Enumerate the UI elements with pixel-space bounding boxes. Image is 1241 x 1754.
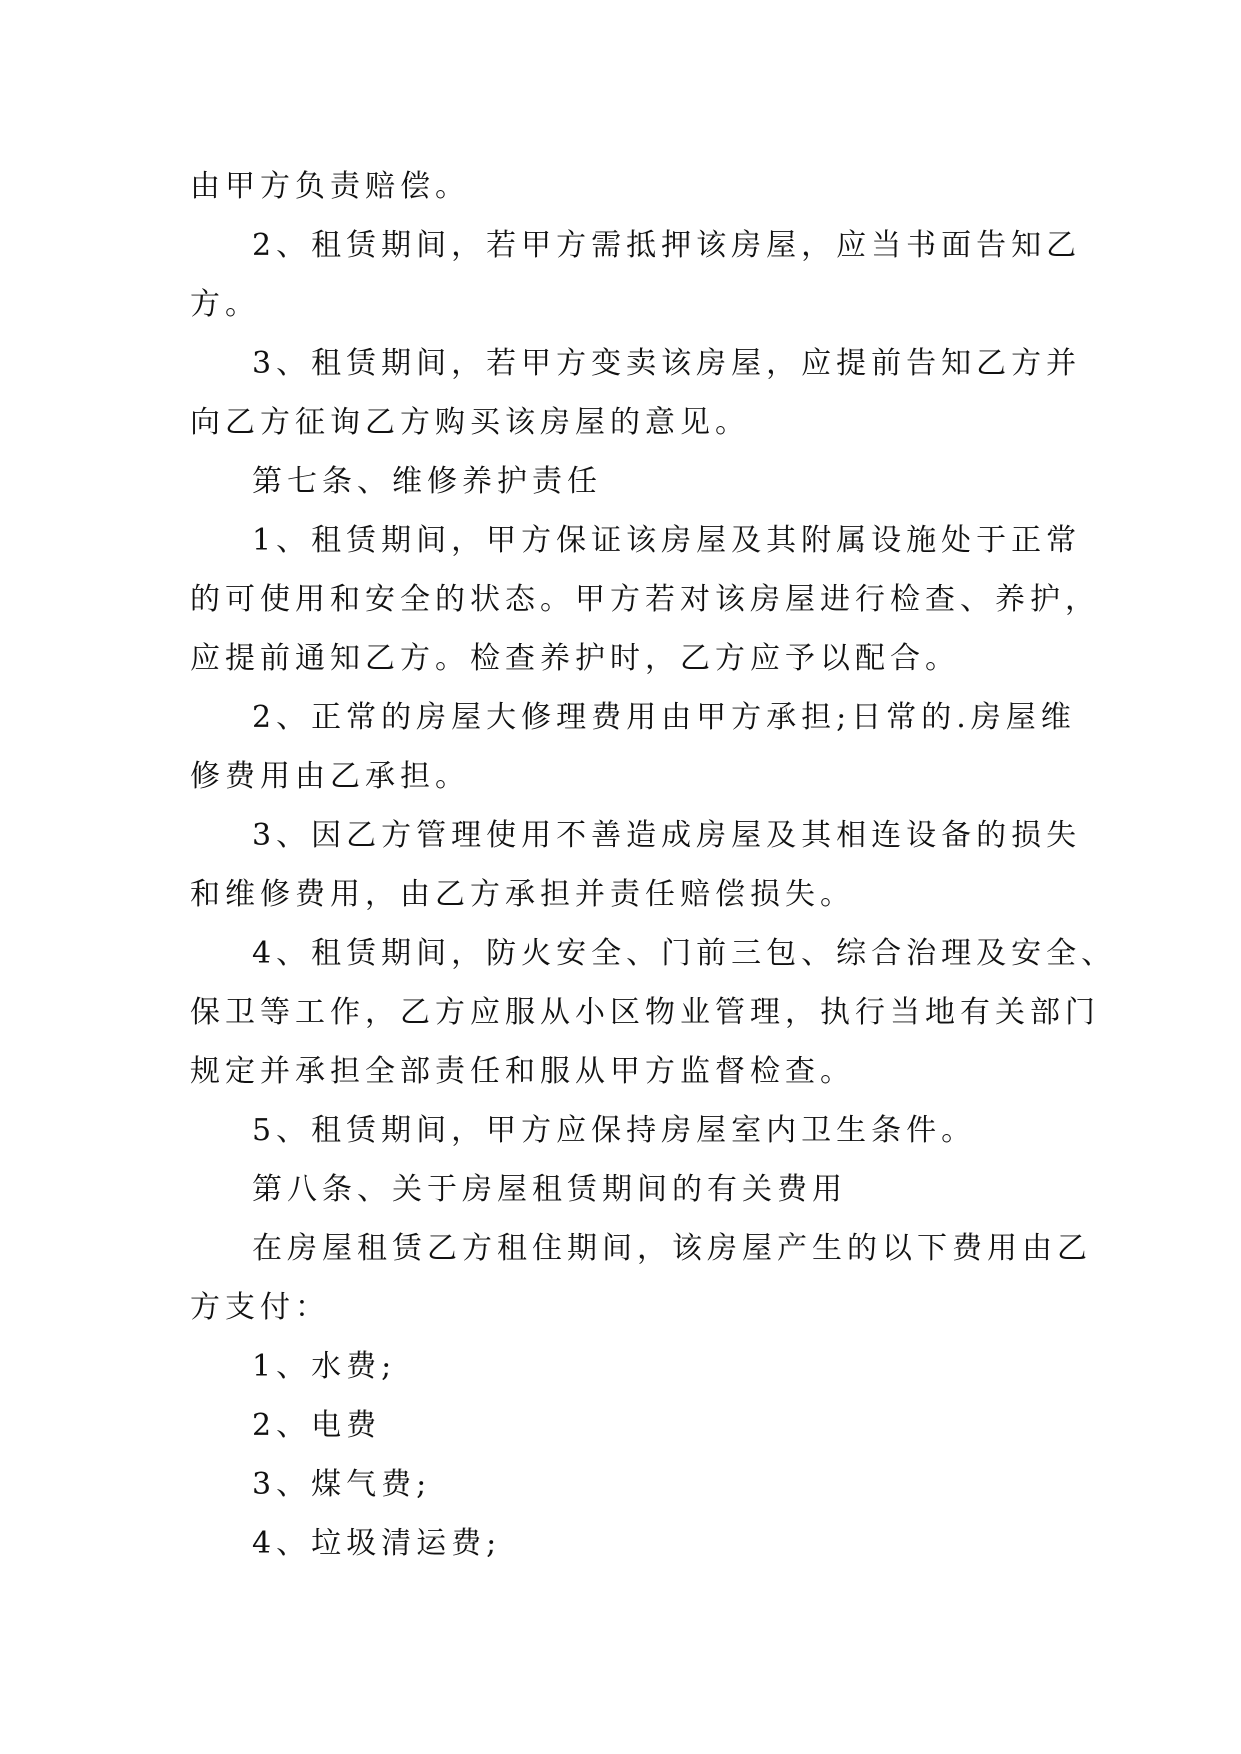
paragraph-line: 4、租赁期间，防火安全、门前三包、综合治理及安全、 — [252, 936, 1117, 971]
paragraph-line: 在房屋租赁乙方租住期间，该房屋产生的以下费用由乙 — [252, 1231, 1092, 1266]
paragraph-line: 2、租赁期间，若甲方需抵押该房屋，应当书面告知乙 — [252, 228, 1082, 263]
list-item: 3、煤气费; — [252, 1467, 432, 1502]
list-item: 1、水费; — [252, 1349, 397, 1384]
list-item: 4、垃圾清运费; — [252, 1526, 502, 1561]
paragraph-line: 修费用由乙承担。 — [190, 759, 470, 794]
paragraph-line: 的可使用和安全的状态。甲方若对该房屋进行检查、养护， — [190, 582, 1100, 617]
paragraph-line: 规定并承担全部责任和服从甲方监督检查。 — [190, 1054, 855, 1089]
paragraph-line: 3、租赁期间，若甲方变卖该房屋，应提前告知乙方并 — [252, 346, 1082, 381]
paragraph-line: 2、正常的房屋大修理费用由甲方承担;日常的.房屋维 — [252, 700, 1076, 735]
list-item: 2、电费 — [252, 1408, 382, 1443]
paragraph-line: 5、租赁期间，甲方应保持房屋室内卫生条件。 — [252, 1113, 977, 1148]
paragraph-line: 向乙方征询乙方购买该房屋的意见。 — [190, 405, 750, 440]
paragraph-line: 由甲方负责赔偿。 — [190, 169, 470, 204]
paragraph-line: 方支付： — [190, 1290, 330, 1325]
section-heading: 第七条、维修养护责任 — [252, 464, 602, 499]
paragraph-line: 保卫等工作，乙方应服从小区物业管理，执行当地有关部门 — [190, 995, 1100, 1030]
section-heading: 第八条、关于房屋租赁期间的有关费用 — [252, 1172, 847, 1207]
paragraph-line: 1、租赁期间，甲方保证该房屋及其附属设施处于正常 — [252, 523, 1082, 558]
paragraph-line: 和维修费用，由乙方承担并责任赔偿损失。 — [190, 877, 855, 912]
paragraph-line: 3、因乙方管理使用不善造成房屋及其相连设备的损失 — [252, 818, 1082, 853]
paragraph-line: 应提前通知乙方。检查养护时，乙方应予以配合。 — [190, 641, 960, 676]
paragraph-line: 方。 — [190, 287, 260, 322]
